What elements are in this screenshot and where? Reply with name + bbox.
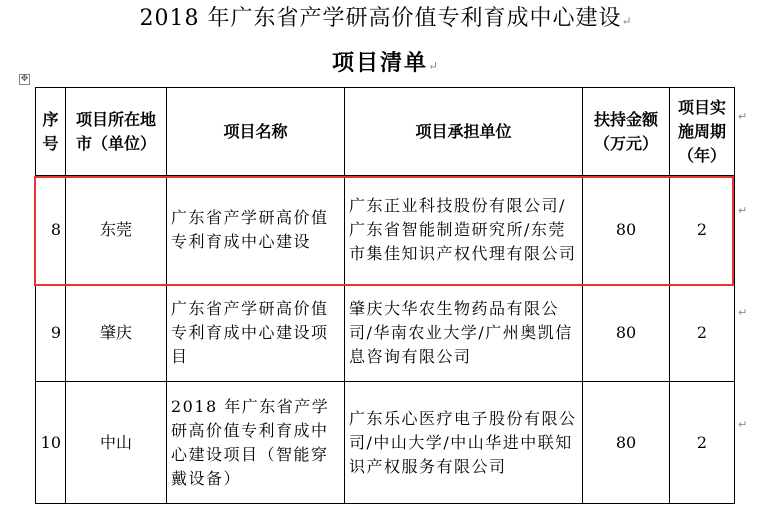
cell-end-mark-icon: ↵	[738, 110, 748, 123]
cell-seq: 10	[36, 382, 66, 504]
cell-units: 广东正业科技股份有限公司/广东省智能制造研究所/东莞市集佳知识产权代理有限公司	[345, 176, 583, 285]
table-row	[36, 382, 735, 504]
cell-end-mark-icon: ↵	[738, 204, 748, 217]
table-move-handle-icon[interactable]: ✥	[20, 74, 29, 84]
title-line1-text: 2018 年广东省产学研高价值专利育成中心建设	[139, 6, 622, 31]
cell-end-mark-icon: ↵	[738, 306, 748, 319]
table-row	[36, 284, 735, 381]
header-period: 项目实施周期（年）	[670, 88, 735, 176]
cell-period: 2	[670, 382, 735, 504]
cell-period: 2	[670, 176, 735, 285]
document-title-line1	[0, 4, 772, 36]
table-header-row	[36, 88, 735, 176]
cell-amount: 80	[583, 284, 670, 381]
cell-amount: 80	[583, 382, 670, 504]
header-units: 项目承担单位	[345, 88, 583, 176]
cell-region: 肇庆	[66, 284, 167, 381]
cell-seq: 9	[36, 284, 66, 381]
cell-name: 2018 年广东省产学研高价值专利育成中心建设项目（智能穿戴设备）	[167, 382, 345, 504]
header-amount: 扶持金额（万元）	[583, 88, 670, 176]
cell-period: 2	[670, 284, 735, 381]
cell-units: 广东乐心医疗电子股份有限公司/中山大学/中山华进中联知识产权服务有限公司	[345, 382, 583, 504]
cell-units: 肇庆大华农生物药品有限公司/华南农业大学/广州奥凯信息咨询有限公司	[345, 284, 583, 381]
title-line2-text: 项目清单	[331, 50, 428, 76]
cell-name: 广东省产学研高价值专利育成中心建设项目	[167, 284, 345, 381]
cell-region: 中山	[66, 382, 167, 504]
header-region: 项目所在地市（单位）	[66, 88, 167, 176]
cell-amount: 80	[583, 176, 670, 285]
header-seq: 序号	[36, 88, 66, 176]
header-name: 项目名称	[167, 88, 345, 176]
table-row	[36, 176, 735, 285]
paragraph-mark-icon: ↵	[621, 14, 633, 28]
cell-end-mark-icon: ↵	[738, 418, 748, 431]
cell-region: 东莞	[66, 176, 167, 285]
cell-seq: 8	[36, 176, 66, 285]
document-title-line2	[0, 48, 772, 81]
cell-name: 广东省产学研高价值专利育成中心建设	[167, 176, 345, 285]
paragraph-mark-icon: ↵	[427, 59, 441, 73]
project-table	[35, 87, 735, 504]
